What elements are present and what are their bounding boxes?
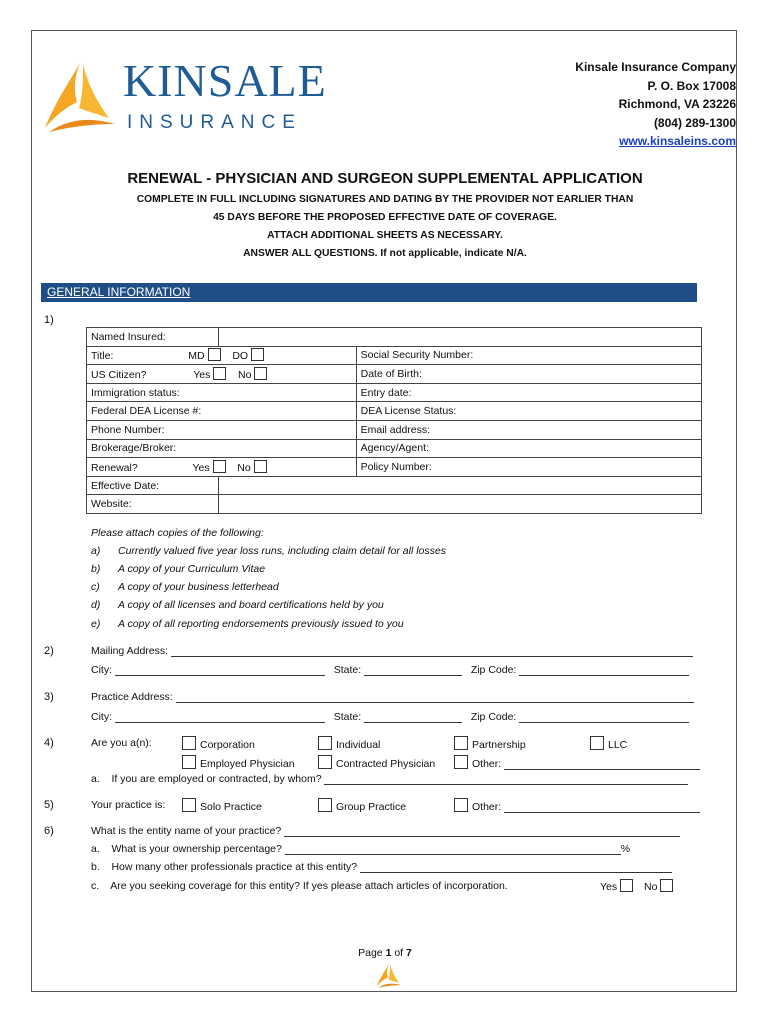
practice-type-label: Your practice is:: [91, 799, 166, 811]
practice-other-field[interactable]: [504, 801, 700, 813]
renewal-no-label: No: [237, 461, 251, 474]
contracted-checkbox[interactable]: [318, 755, 332, 769]
llc-label: LLC: [608, 739, 628, 751]
page-label: Page: [358, 947, 386, 959]
coverage-question: Are you seeking coverage for this entity? If yes please attach articles of incorporation.: [110, 880, 508, 892]
coverage-yes-option[interactable]: [600, 879, 633, 893]
form-title: RENEWAL - PHYSICIAN AND SURGEON SUPPLEMENTAL APPLICATION: [127, 170, 643, 187]
company-name: Kinsale Insurance Company: [575, 60, 736, 74]
named-insured-label: Named Insured:: [87, 328, 219, 347]
question-2-number: 2): [44, 645, 54, 657]
mailing-address-field[interactable]: [171, 645, 693, 657]
contracted-option[interactable]: [318, 755, 435, 770]
solo-option[interactable]: [182, 798, 262, 813]
attach-item-e: A copy of all reporting endorsements previously issued to you: [118, 618, 404, 630]
group-checkbox[interactable]: [318, 798, 332, 812]
coverage-no-checkbox[interactable]: [660, 879, 673, 892]
website-field[interactable]: [218, 495, 701, 514]
individual-label: Individual: [336, 739, 381, 751]
attach-item-b: A copy of your Curriculum Vitae: [118, 563, 266, 575]
entity-other-field[interactable]: [504, 758, 700, 770]
practice-state-field[interactable]: [364, 711, 462, 723]
page-number: [0, 947, 770, 959]
practice-other-label: Other:: [472, 801, 502, 813]
mailing-city-label: City:: [91, 664, 112, 676]
employed-checkbox[interactable]: [182, 755, 196, 769]
practice-other-option[interactable]: [454, 798, 700, 813]
us-citizen-label: US Citizen?: [91, 368, 147, 381]
question-4-number: 4): [44, 737, 54, 749]
llc-checkbox[interactable]: [590, 736, 604, 750]
attach-intro: Please attach copies of the following:: [91, 527, 264, 539]
q4-a-letter: a.: [91, 773, 100, 785]
entity-name-field[interactable]: [284, 825, 680, 837]
partnership-checkbox[interactable]: [454, 736, 468, 750]
professionals-row: [91, 861, 672, 873]
coverage-row: [91, 880, 508, 892]
attach-item-d-letter: d): [91, 599, 101, 611]
footer-logo: [373, 962, 407, 995]
entity-other-checkbox[interactable]: [454, 755, 468, 769]
practice-city-field[interactable]: [115, 711, 325, 723]
employed-option[interactable]: [182, 755, 295, 770]
renewal-label: Renewal?: [91, 461, 138, 474]
mailing-city-row: [91, 664, 689, 676]
mailing-state-field[interactable]: [364, 664, 462, 676]
dob-label[interactable]: Date of Birth:: [356, 365, 701, 384]
practice-address-row: [91, 691, 694, 703]
question-5-number: 5): [44, 799, 54, 811]
individual-checkbox[interactable]: [318, 736, 332, 750]
company-address: [575, 58, 736, 151]
company-website-link[interactable]: www.kinsaleins.com: [619, 134, 736, 148]
attach-item-c: A copy of your business letterhead: [118, 581, 279, 593]
email-label[interactable]: Email address:: [356, 420, 701, 439]
q6-b-letter: b.: [91, 861, 100, 873]
page-of: of: [391, 947, 407, 959]
instruction-line-4: ANSWER ALL QUESTIONS. If not applicable, indicate N/A.: [243, 248, 527, 259]
company-city: Richmond, VA 23226: [618, 97, 736, 111]
entity-other-option[interactable]: [454, 755, 700, 770]
solo-checkbox[interactable]: [182, 798, 196, 812]
corporation-label: Corporation: [200, 739, 255, 751]
renewal-no-checkbox[interactable]: [254, 460, 267, 473]
employer-question: If you are employed or contracted, by whom?: [111, 773, 322, 785]
contracted-label: Contracted Physician: [336, 758, 436, 770]
logo-brand-text: KINSALE: [123, 55, 327, 106]
entity-name-row: [91, 825, 680, 837]
practice-state-label: State:: [333, 711, 362, 723]
md-checkbox[interactable]: [208, 348, 221, 361]
corporation-checkbox[interactable]: [182, 736, 196, 750]
page-total: 7: [406, 947, 412, 959]
practice-city-row: [91, 711, 689, 723]
us-citizen-no-label: No: [238, 368, 252, 381]
llc-option[interactable]: [590, 736, 627, 751]
practice-address-label: Practice Address:: [91, 691, 173, 703]
coverage-yes-label: Yes: [600, 881, 618, 893]
ownership-row: [91, 843, 630, 855]
renewal-cell: [87, 458, 357, 477]
effective-date-label: Effective Date:: [87, 476, 219, 495]
entity-type-label: Are you a(n):: [91, 737, 152, 749]
dea-label[interactable]: Federal DEA License #:: [87, 402, 357, 421]
professionals-field[interactable]: [360, 861, 672, 873]
renewal-yes-label: Yes: [192, 461, 210, 474]
question-6-number: 6): [44, 825, 54, 837]
attach-item-a: Currently valued five year loss runs, including claim detail for all losses: [118, 545, 446, 557]
attach-item-b-letter: b): [91, 563, 101, 575]
agency-label[interactable]: Agency/Agent:: [356, 439, 701, 458]
us-citizen-yes-label: Yes: [193, 368, 211, 381]
ownership-field[interactable]: [285, 843, 621, 855]
practice-zip-field[interactable]: [519, 711, 689, 723]
page-current: 1: [385, 947, 392, 959]
instruction-line-1: COMPLETE IN FULL INCLUDING SIGNATURES AND DATING BY THE PROVIDER NOT EARLIER THAN: [136, 194, 634, 205]
attach-item-c-letter: c): [91, 581, 100, 593]
professionals-question: How many other professionals practice at this entity?: [111, 861, 358, 873]
employed-label: Employed Physician: [200, 758, 295, 770]
renewal-yes-checkbox[interactable]: [213, 460, 226, 473]
group-option[interactable]: [318, 798, 406, 813]
practice-city-label: City:: [91, 711, 112, 723]
website-label: Website:: [87, 495, 219, 514]
mailing-zip-field[interactable]: [519, 664, 689, 676]
corporation-option[interactable]: [182, 736, 255, 751]
md-label: MD: [188, 350, 205, 363]
coverage-no-option[interactable]: [644, 879, 673, 893]
attach-item-d: A copy of all licenses and board certifications held by you: [118, 599, 384, 611]
solo-label: Solo Practice: [200, 801, 262, 813]
mailing-zip-label: Zip Code:: [470, 664, 517, 676]
phone-label[interactable]: Phone Number:: [87, 420, 357, 439]
entity-other-label: Other:: [472, 758, 502, 770]
us-citizen-yes-checkbox[interactable]: [213, 367, 226, 380]
practice-other-checkbox[interactable]: [454, 798, 468, 812]
q6-c-letter: c.: [91, 880, 100, 892]
partnership-option[interactable]: [454, 736, 526, 751]
do-label: DO: [232, 350, 249, 363]
named-insured-field[interactable]: [218, 328, 701, 347]
percent-sign: %: [620, 843, 631, 855]
q6-a-letter: a.: [91, 843, 100, 855]
company-box: P. O. Box 17008: [647, 78, 736, 93]
logo-sub-text: INSURANCE: [127, 112, 302, 133]
employer-row: [91, 773, 688, 785]
group-label: Group Practice: [336, 801, 407, 813]
kinsale-logo-mark-icon: [43, 58, 123, 138]
ownership-question: What is your ownership percentage?: [111, 843, 282, 855]
immigration-label[interactable]: Immigration status:: [87, 383, 357, 402]
question-1-number: 1): [44, 314, 54, 326]
practice-zip-label: Zip Code:: [470, 711, 517, 723]
employer-field[interactable]: [324, 773, 688, 785]
us-citizen-no-checkbox[interactable]: [254, 367, 267, 380]
instruction-line-3: ATTACH ADDITIONAL SHEETS AS NECESSARY.: [267, 230, 503, 241]
title-label: Title:: [91, 350, 114, 363]
policy-number-label[interactable]: Policy Number:: [356, 458, 701, 477]
attach-item-e-letter: e): [91, 618, 101, 630]
mailing-state-label: State:: [333, 664, 362, 676]
section-title: GENERAL INFORMATION: [47, 285, 191, 299]
section-header-bar: [41, 283, 697, 302]
general-info-table: [86, 327, 702, 514]
company-phone: (804) 289-1300: [653, 115, 736, 130]
coverage-yes-checkbox[interactable]: [620, 879, 633, 892]
title-cell: [87, 346, 357, 365]
attach-item-a-letter: a): [91, 545, 101, 557]
do-checkbox[interactable]: [251, 348, 264, 361]
partnership-label: Partnership: [472, 739, 526, 751]
kinsale-logo: [43, 55, 327, 143]
entity-name-question: What is the entity name of your practice?: [91, 825, 282, 837]
practice-address-field[interactable]: [176, 691, 694, 703]
footer-logo-mark-icon: [373, 962, 407, 990]
entry-date-label[interactable]: Entry date:: [356, 383, 701, 402]
question-3-number: 3): [44, 691, 54, 703]
broker-label[interactable]: Brokerage/Broker:: [87, 439, 357, 458]
mailing-city-field[interactable]: [115, 664, 325, 676]
coverage-no-label: No: [644, 881, 658, 893]
dea-status-label[interactable]: DEA License Status:: [356, 402, 701, 421]
ssn-label[interactable]: Social Security Number:: [356, 346, 701, 365]
mailing-address-label: Mailing Address:: [91, 645, 169, 657]
mailing-address-row: [91, 645, 693, 657]
individual-option[interactable]: [318, 736, 380, 751]
effective-date-field[interactable]: [218, 476, 701, 495]
us-citizen-cell: [87, 365, 357, 384]
instruction-line-2: 45 DAYS BEFORE THE PROPOSED EFFECTIVE DATE OF COVERAGE.: [213, 212, 557, 223]
